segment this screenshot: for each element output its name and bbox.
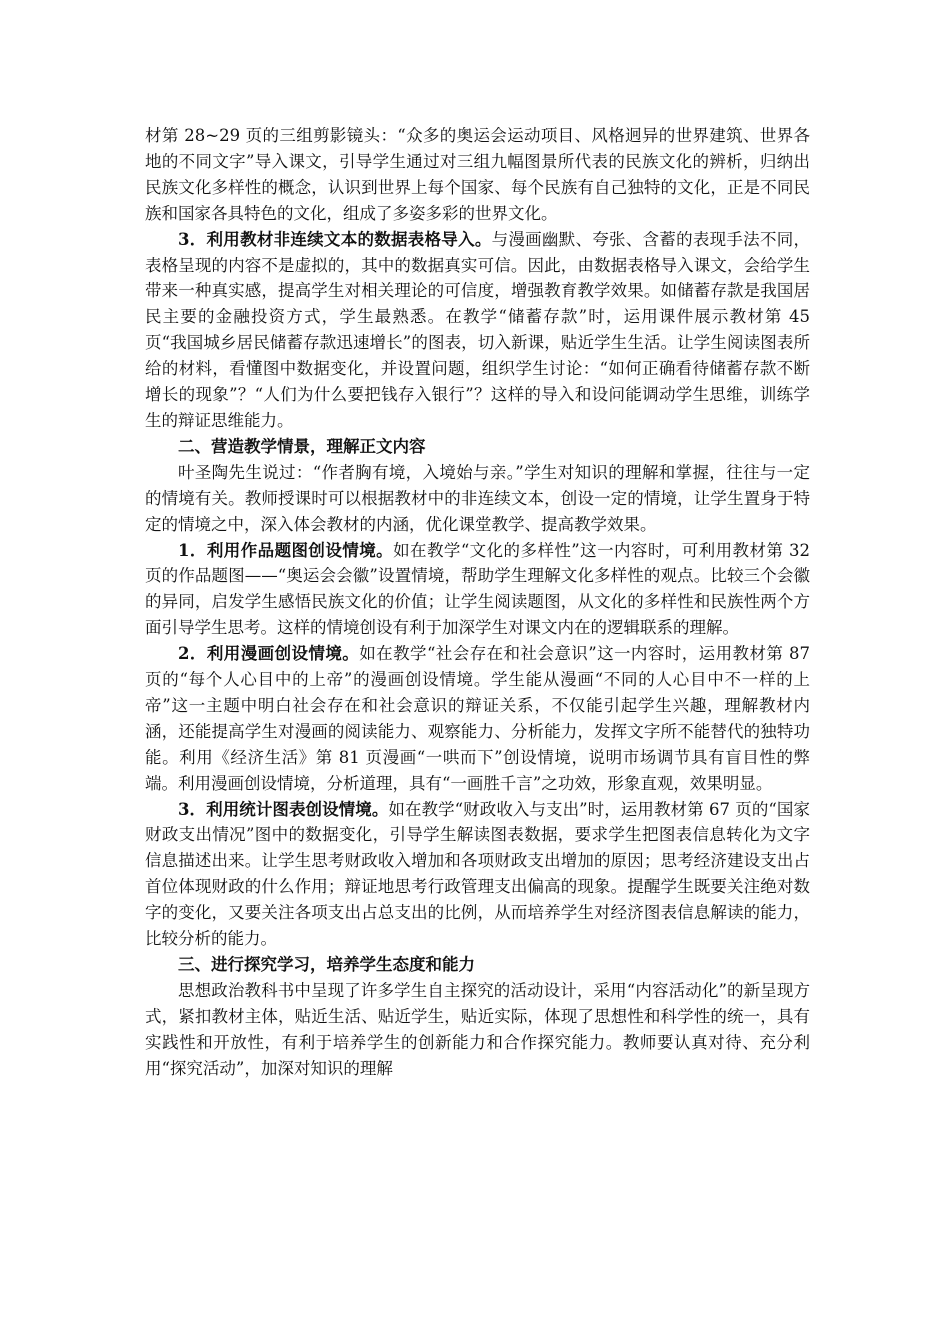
- paragraph-lead-title-image: 1．利用作品题图创设情境。: [178, 540, 394, 560]
- paragraph-data-table-import: [145, 227, 810, 434]
- paragraph-statistics-chart: [145, 797, 810, 952]
- document-page: [145, 123, 810, 1082]
- paragraph-title-image: [145, 538, 810, 642]
- paragraph-inquiry-learning: 思想政治教科书中呈现了许多学生自主探究的活动设计，采用“内容活动化”的新呈现方式，紧扣教材主体，贴近生活、贴近学生，贴近实际，体现了思想性和科学性的统一，具有实践性和开放性，有利于培养学生的创新能力和合作探究能力。教师要认真对待、充分利用“探究活动”，加深对知识的理解: [145, 980, 810, 1078]
- paragraph-body-data-table: 与漫画幽默、夸张、含蓄的表现手法不同，表格呈现的内容不是虚拟的，其中的数据真实可信。因此，由数据表格导入课文，会给学生带来一种真实感，提高学生对相关理论的可信度，增强教育教学效果。如储蓄存款是我国居民主要的金融投资方式，学生最熟悉。在教学“储蓄存款”时，运用课件展示教材第 45 页“我国城乡居民储蓄存款迅速增长”的图表，切入新课，贴近学生生活。让学生阅读图表所给的材料，看懂图中数据变化，并设置问题，组织学生讨论：“如何正确看待储蓄存款不断增长的现象”？“人们为什么要把钱存入银行”？这样的导入和设问能调动学生思维，训练学生的辩证思维能力。: [145, 229, 810, 430]
- paragraph-body-cartoon: 如在教学“社会存在和社会意识”这一内容时，运用教材第 87 页的“每个人心目中的上帝”的漫画创设情境。学生能从漫画“不同的人心目中不一样的上帝”这一主题中明白社会存在和社会意识的辩证关系，不仅能引起学生兴趣，理解教材内涵，还能提高学生对漫画的阅读能力、观察能力、分析能力，发挥文字所不能替代的独特功能。利用《经济生活》第 81 页漫画“一哄而下”创设情境，说明市场调节具有盲目性的弊端。利用漫画创设情境，分析道理，具有“一画胜千言”之功效，形象直观，效果明显。: [145, 644, 810, 793]
- paragraph-cartoon: [145, 641, 810, 796]
- paragraph-body-statistics: 如在教学“财政收入与支出”时，运用教材第 67 页的“国家财政支出情况”图中的数据变化，引导学生解读图表数据，要求学生把图表信息转化为文字信息描述出来。让学生思考财政收入增加和各项财政支出增加的原因；思考经济建设支出占首位体现财政的什么作用；辩证地思考行政管理支出偏高的现象。提醒学生既要关注绝对数字的变化，又要关注各项支出占总支出的比例，从而培养学生对经济图表信息解读的能力，比较分析的能力。: [145, 799, 810, 949]
- paragraph-lead-statistics: 3．利用统计图表创设情境。: [178, 799, 389, 819]
- paragraph-intro-continued: 材第 28~29 页的三组剪影镜头：“众多的奥运会运动项目、风格迥异的世界建筑、世界各地的不同文字”导入课文，引导学生通过对三组九幅图景所代表的民族文化的辨析，归纳出民族文化多样性的概念，认识到世界上每个国家、每个民族有自己独特的文化，正是不同民族和国家各具特色的文化，组成了多姿多彩的世界文化。: [145, 126, 810, 223]
- paragraph-situation-intro: 叶圣陶先生说过：“作者胸有境，入境始与亲。”学生对知识的理解和掌握，往往与一定的情境有关。教师授课时可以根据教材中的非连续文本，创设一定的情境，让学生置身于特定的情境之中，深入体会教材的内涵，优化课堂教学、提高教学效果。: [145, 462, 810, 534]
- section-heading-3: 三、进行探究学习，培养学生态度和能力: [178, 955, 475, 974]
- paragraph-lead-data-table: 3．利用教材非连续文本的数据表格导入。: [178, 229, 492, 249]
- section-heading-2: 二、营造教学情景，理解正文内容: [178, 436, 426, 456]
- paragraph-lead-cartoon: 2．利用漫画创设情境。: [178, 644, 360, 664]
- paragraph-body-title-image: 如在教学“文化的多样性”这一内容时，可利用教材第 32 页的作品题图——“奥运会会徽”设置情境，帮助学生理解文化多样性的观点。比较三个会徽的异同，启发学生感悟民族文化的价值；让学生阅读题图，从文化的多样性和民族性两个方面引导学生思考。这样的情境创设有利于加深学生对课文内在的逻辑联系的理解。: [145, 540, 810, 638]
